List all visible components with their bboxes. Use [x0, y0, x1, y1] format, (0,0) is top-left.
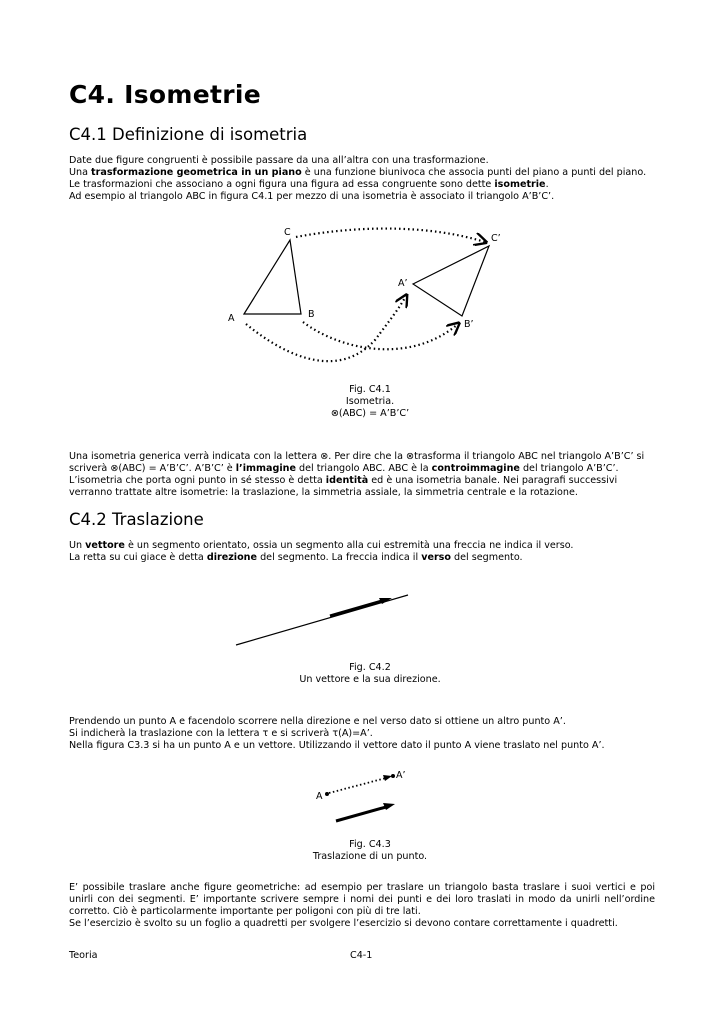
section-heading-traslazione: C4.2 Traslazione — [69, 510, 204, 529]
paragraph-definizione — [69, 155, 659, 203]
footer-left: Teoria — [69, 950, 98, 961]
figure-traslazione-punto — [310, 765, 420, 825]
text-line: Le trasformazioni che associano a ogni figura una figura ad essa congruente sono dette isometrie. — [69, 179, 549, 190]
caption-line: Isometria. — [345, 396, 395, 407]
arrow-c-to-c1 — [296, 229, 485, 242]
bold-term: direzione — [206, 552, 258, 563]
caption-line: ⊗(ABC) = A’B’C’ — [330, 408, 410, 419]
text-line: Date due figure congruenti è possibile passare da una all’altra con una trasformazione. — [69, 155, 489, 166]
text-line: Si indicherà la traslazione con la lettera τ e si scriverà τ(A)=A’. — [69, 728, 373, 739]
point-a — [325, 792, 329, 796]
label-point-a1: A’ — [396, 770, 406, 781]
caption-line: Fig. C4.2 — [349, 662, 391, 673]
footer-page-number: C4-1 — [350, 950, 373, 961]
triangle-abc — [244, 240, 301, 314]
bold-term: controimmagine — [431, 463, 520, 474]
paragraph-vettore — [69, 540, 659, 564]
caption-fig-c4-2 — [170, 662, 570, 686]
bold-term: isometrie — [494, 179, 546, 190]
paragraph-traslazione — [69, 716, 659, 752]
page-title: C4. Isometrie — [69, 80, 262, 109]
caption-line: Traslazione di un punto. — [312, 851, 428, 862]
text-line: Un vettore è un segmento orientato, ossia un segmento alla cui estremità una freccia ne indica il verso. — [69, 540, 574, 551]
text-line: Se l’esercizio è svolto su un foglio a quadretti per svolgere l’esercizio si devono contare correttamente i quadretti. — [69, 918, 618, 929]
text-line: Una trasformazione geometrica in un piano è una funzione biunivoca che associa punti del piano a punti del piano. — [69, 167, 647, 178]
label-point-a: A — [316, 791, 323, 802]
bold-term: vettore — [85, 540, 125, 551]
figure-isometria — [210, 220, 510, 370]
dotted-arrowhead — [383, 775, 392, 781]
text-line: Ad esempio al triangolo ABC in figura C4.1 per mezzo di una isometria è associato il triangolo A’B’C’. — [69, 191, 555, 202]
text-line: Una isometria generica verrà indicata con la lettera ⊗. Per dire che la ⊗trasforma il triangolo ABC nel triangolo A’B’C’ si — [69, 451, 645, 462]
arrow-a-to-a1 — [246, 296, 406, 361]
translation-vector — [336, 807, 386, 821]
text-line: Nella figura C3.3 si ha un punto A e un vettore. Utilizzando il vettore dato il punto A viene traslato nel punto A’. — [69, 740, 605, 751]
text-line: verranno trattate altre isometrie: la traslazione, la simmetria assiale, la simmetria centrale e la rotazione. — [69, 487, 578, 498]
translation-vector-arrowhead — [383, 803, 395, 810]
paragraph-isometria-generica — [69, 451, 659, 499]
caption-fig-c4-3 — [170, 839, 570, 863]
figure-vettore — [230, 585, 430, 650]
caption-fig-c4-1 — [170, 384, 570, 420]
bold-term: l’immagine — [235, 463, 296, 474]
paragraph-figure-geometriche — [69, 882, 655, 930]
label-point-c: C — [284, 227, 291, 238]
caption-line: Fig. C4.3 — [349, 839, 391, 850]
bold-term: trasformazione geometrica in un piano — [91, 167, 302, 178]
bold-term: verso — [421, 552, 451, 563]
triangle-a1b1c1 — [413, 246, 489, 316]
section-heading-definizione: C4.1 Definizione di isometria — [69, 125, 308, 144]
vector-segment — [330, 601, 382, 616]
text-line: scriverà ⊗(ABC) = A’B’C’. A’B’C’ è l’immagine del triangolo ABC. ABC è la controimmagine del triangolo A’B’C’. — [69, 463, 619, 474]
label-point-c1: C’ — [491, 233, 501, 244]
label-point-a: A — [228, 313, 235, 324]
text-line: L’isometria che porta ogni punto in sé stesso è detta identità ed è una isometria banale. Nei paragrafi successivi — [69, 475, 618, 486]
caption-line: Un vettore e la sua direzione. — [299, 674, 441, 685]
text-line: Prendendo un punto A e facendolo scorrere nella direzione e nel verso dato si ottiene un altro punto A’. — [69, 716, 566, 727]
label-point-b: B — [308, 309, 315, 320]
text-paragraph: E’ possibile traslare anche figure geometriche: ad esempio per traslare un triangolo basta traslare i suoi vertici e poi unirli con dei segmenti. E’ importante scrivere sempre i nomi dei punti e dei loro traslati in modo da unirli nell’ordine corretto. Ciò è particolarmente importante per poligoni con più di tre lati. — [69, 882, 655, 917]
label-point-b1: B’ — [464, 319, 474, 330]
text-line: La retta su cui giace è detta direzione del segmento. La freccia indica il verso del segmento. — [69, 552, 523, 563]
dotted-translation — [329, 778, 386, 793]
label-point-a1: A’ — [398, 278, 408, 289]
bold-term: identità — [325, 475, 369, 486]
caption-line: Fig. C4.1 — [349, 384, 391, 395]
arrow-b-to-b1 — [303, 322, 458, 349]
